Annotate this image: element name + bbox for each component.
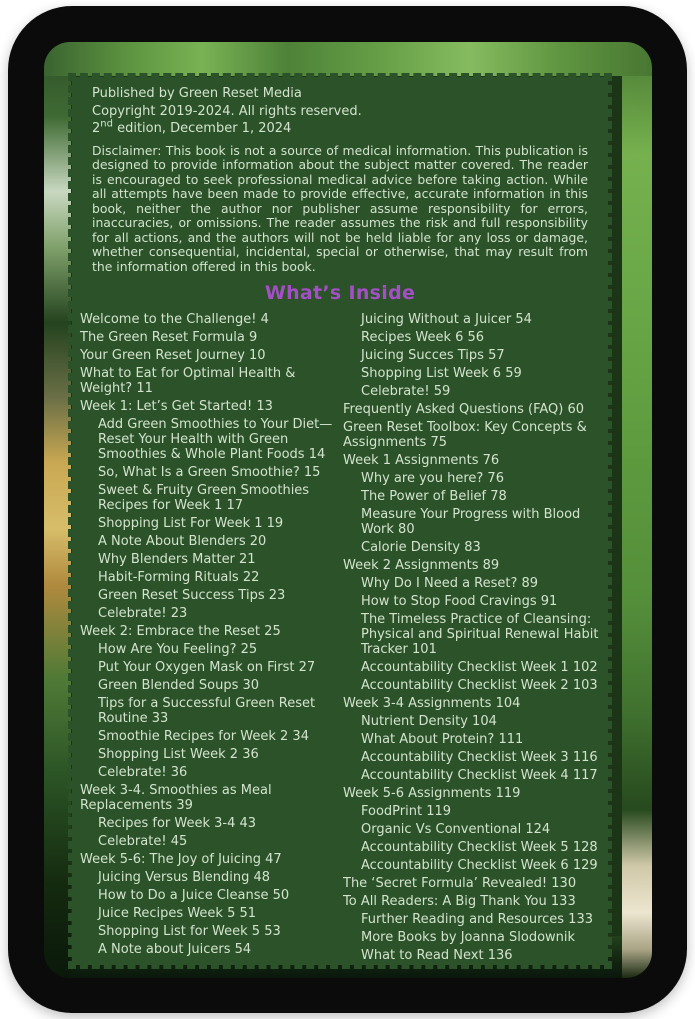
toc-entry[interactable] bbox=[361, 540, 600, 555]
toc-entry-title: The Green Reset Formula bbox=[80, 330, 245, 345]
toc-entry[interactable] bbox=[98, 606, 337, 621]
toc-entry-page-number: 56 bbox=[463, 330, 485, 345]
table-of-contents bbox=[80, 312, 600, 966]
publisher-info bbox=[92, 85, 588, 138]
toc-entry-title: Why Blenders Matter bbox=[98, 552, 235, 567]
toc-entry-title: Put Your Oxygen Mask on First bbox=[98, 660, 295, 675]
toc-entry-page-number: 17 bbox=[222, 498, 244, 513]
toc-entry-title: Frequently Asked Questions (FAQ) bbox=[343, 402, 564, 417]
screen-leaf-background bbox=[44, 42, 652, 978]
toc-entry[interactable] bbox=[98, 888, 337, 903]
toc-entry-page-number: 14 bbox=[304, 447, 326, 462]
toc-entry-page-number: 11 bbox=[132, 381, 153, 396]
toc-entry-title: Accountability Checklist Week 1 bbox=[361, 660, 569, 675]
toc-entry[interactable] bbox=[98, 588, 337, 603]
toc-entry-title: So, What Is a Green Smoothie? bbox=[98, 465, 300, 480]
toc-entry[interactable] bbox=[98, 483, 337, 513]
publisher-line: Published by Green Reset Media bbox=[92, 86, 302, 101]
toc-entry-page-number: 128 bbox=[568, 840, 598, 855]
toc-entry-title: A Note About Blenders bbox=[98, 534, 246, 549]
toc-entry-title: Accountability Checklist Week 5 bbox=[361, 840, 569, 855]
toc-entry-page-number: 27 bbox=[294, 660, 316, 675]
toc-entry-title: What About Protein? bbox=[361, 732, 495, 747]
toc-entry-title: What to Eat for Optimal Health & Weight? bbox=[80, 366, 296, 396]
toc-entry-title: Recipes Week 6 bbox=[361, 330, 464, 345]
toc-entry-title: Week 3-4. Smoothies as Meal Replacements bbox=[80, 783, 272, 813]
toc-entry-title: Measure Your Progress with Blood Work bbox=[361, 507, 581, 537]
toc-entry-title: Week 2 Assignments bbox=[343, 558, 479, 573]
toc-entry-title: Accountability Checklist Week 2 bbox=[361, 678, 569, 693]
toc-entry[interactable] bbox=[98, 924, 337, 939]
toc-column-right bbox=[343, 312, 600, 966]
toc-entry[interactable] bbox=[343, 558, 600, 573]
toc-entry-title: Green Reset Success Tips bbox=[98, 588, 265, 603]
toc-entry-title: Add Green Smoothies to Your Diet—Reset Your Health with Green Smoothies & Whole Plant Foods bbox=[98, 417, 333, 462]
toc-entry[interactable] bbox=[98, 678, 337, 693]
toc-entry-page-number: 104 bbox=[467, 714, 497, 729]
copyright-line: Copyright 2019-2024. All rights reserved. bbox=[92, 103, 362, 119]
toc-entry[interactable] bbox=[98, 729, 337, 744]
toc-entry-title: Smoothie Recipes for Week 2 bbox=[98, 729, 289, 744]
toc-entry-title: Accountability Checklist Week 4 bbox=[361, 768, 569, 783]
toc-entry-page-number: 48 bbox=[249, 870, 271, 885]
toc-entry-title: Week 5-6 Assignments bbox=[343, 786, 492, 801]
toc-entry[interactable] bbox=[361, 612, 600, 657]
toc-entry-page-number: 102 bbox=[568, 660, 598, 675]
toc-entry[interactable] bbox=[361, 594, 600, 609]
edition-line bbox=[92, 120, 588, 138]
toc-entry-title: Why are you here? bbox=[361, 471, 484, 486]
toc-entry-title: Celebrate! bbox=[98, 834, 167, 849]
toc-entry[interactable] bbox=[361, 732, 600, 747]
toc-entry-page-number: 23 bbox=[264, 588, 286, 603]
toc-entry[interactable] bbox=[80, 399, 337, 414]
toc-entry-title: A Note about Juicers bbox=[98, 942, 231, 957]
toc-entry[interactable] bbox=[361, 930, 600, 945]
toc-entry-page-number: 36 bbox=[238, 747, 259, 762]
toc-entry-page-number: 39 bbox=[172, 798, 193, 813]
toc-entry-title: Week 1: Let’s Get Started! bbox=[80, 399, 253, 414]
toc-entry-title: Juice Recipes Week 5 bbox=[98, 906, 236, 921]
toc-entry-page-number: 54 bbox=[230, 942, 252, 957]
toc-entry-title: Accountability Checklist Week 6 bbox=[361, 858, 569, 873]
toc-entry[interactable] bbox=[361, 330, 600, 345]
toc-entry-page-number: 75 bbox=[426, 435, 448, 450]
toc-entry-title: Sweet & Fruity Green Smoothies Recipes for Week 1 bbox=[98, 483, 310, 513]
toc-entry-title: Shopping List Week 2 bbox=[98, 747, 239, 762]
toc-entry-title: Celebrate! bbox=[98, 606, 167, 621]
toc-entry[interactable] bbox=[98, 816, 337, 831]
toc-entry[interactable] bbox=[361, 948, 600, 963]
toc-entry[interactable] bbox=[98, 552, 337, 567]
toc-entry-title: Your Green Reset Journey bbox=[80, 348, 245, 363]
toc-entry-page-number: 104 bbox=[491, 696, 521, 711]
toc-entry[interactable] bbox=[80, 852, 337, 867]
toc-entry-page-number: 53 bbox=[260, 924, 281, 939]
toc-entry-page-number: 89 bbox=[517, 576, 539, 591]
toc-entry[interactable] bbox=[98, 642, 337, 657]
toc-entry[interactable] bbox=[98, 870, 337, 885]
toc-entry[interactable] bbox=[361, 822, 600, 837]
edition-ordinal: nd bbox=[100, 118, 113, 130]
tablet-frame bbox=[8, 6, 687, 1013]
toc-entry[interactable] bbox=[98, 834, 337, 849]
toc-entry-page-number: 76 bbox=[478, 453, 500, 468]
toc-entry[interactable] bbox=[98, 747, 337, 762]
toc-entry[interactable] bbox=[361, 714, 600, 729]
toc-entry-page-number: 78 bbox=[486, 489, 507, 504]
toc-entry-title: Week 3-4 Assignments bbox=[343, 696, 492, 711]
toc-entry-page-number: 22 bbox=[238, 570, 260, 585]
toc-entry-page-number: 133 bbox=[564, 912, 593, 927]
toc-entry[interactable] bbox=[361, 840, 600, 855]
toc-entry-title: How to Stop Food Cravings bbox=[361, 594, 537, 609]
toc-entry[interactable] bbox=[343, 894, 600, 909]
toc-entry-page-number: 21 bbox=[234, 552, 256, 567]
toc-entry-title: Green Reset Toolbox: Key Concepts & Assignments bbox=[343, 420, 587, 450]
toc-entry-page-number: 57 bbox=[483, 348, 505, 363]
toc-entry[interactable] bbox=[98, 570, 337, 585]
toc-entry[interactable] bbox=[80, 330, 337, 345]
toc-entry-title: Recipes for Week 3-4 bbox=[98, 816, 236, 831]
toc-entry[interactable] bbox=[80, 312, 337, 327]
toc-entry[interactable] bbox=[361, 678, 600, 693]
toc-entry-page-number: 130 bbox=[547, 876, 577, 891]
toc-entry-page-number: 45 bbox=[166, 834, 188, 849]
toc-entry-page-number: 91 bbox=[536, 594, 558, 609]
toc-entry-page-number: 59 bbox=[501, 366, 522, 381]
toc-entry-page-number: 36 bbox=[166, 765, 188, 780]
toc-entry-title: Organic Vs Conventional bbox=[361, 822, 522, 837]
toc-entry-title: Accountability Checklist Week 3 bbox=[361, 750, 569, 765]
toc-entry-title: Tips for a Successful Green Reset Routine bbox=[98, 696, 316, 726]
toc-entry-title: Habit-Forming Rituals bbox=[98, 570, 239, 585]
toc-entry-page-number: 119 bbox=[422, 804, 452, 819]
toc-entry-title: Nutrient Density bbox=[361, 714, 468, 729]
toc-entry-page-number: 33 bbox=[147, 711, 169, 726]
toc-entry[interactable] bbox=[361, 858, 600, 873]
toc-entry-title: Celebrate! bbox=[98, 765, 167, 780]
toc-entry[interactable] bbox=[361, 384, 600, 399]
toc-entry-title: What to Read Next bbox=[361, 948, 484, 963]
toc-entry-title: Shopping List For Week 1 bbox=[98, 516, 263, 531]
toc-entry-title: Celebrate! bbox=[361, 384, 430, 399]
toc-entry[interactable] bbox=[361, 576, 600, 591]
toc-entry-page-number: 51 bbox=[235, 906, 257, 921]
toc-column-left bbox=[80, 312, 337, 966]
toc-entry-page-number: 59 bbox=[429, 384, 451, 399]
toc-entry[interactable] bbox=[361, 750, 600, 765]
toc-entry-page-number: 103 bbox=[568, 678, 598, 693]
toc-entry-title: Shopping List Week 6 bbox=[361, 366, 502, 381]
toc-entry-page-number: 119 bbox=[491, 786, 521, 801]
book-page-panel bbox=[68, 73, 612, 969]
toc-entry-page-number: 30 bbox=[238, 678, 260, 693]
toc-entry[interactable] bbox=[361, 768, 600, 783]
toc-entry-title: Week 1 Assignments bbox=[343, 453, 479, 468]
toc-entry-title: Welcome to the Challenge! bbox=[80, 312, 257, 327]
toc-entry-title: The Timeless Practice of Cleansing: Physical and Spiritual Renewal Habit Tracker bbox=[361, 612, 599, 657]
toc-entry-title: The ‘Secret Formula’ Revealed! bbox=[343, 876, 548, 891]
toc-entry[interactable] bbox=[343, 696, 600, 711]
toc-entry[interactable] bbox=[80, 348, 337, 363]
toc-entry-page-number: 34 bbox=[288, 729, 309, 744]
toc-entry-title: Further Reading and Resources bbox=[361, 912, 565, 927]
toc-entry-title: Week 5-6: The Joy of Juicing bbox=[80, 852, 262, 867]
toc-entry-page-number: 15 bbox=[299, 465, 321, 480]
toc-entry[interactable] bbox=[343, 876, 600, 891]
toc-entry[interactable] bbox=[80, 624, 337, 639]
disclaimer-text: Disclaimer: This book is not a source of medical information. This publication is designed to provide information about the subject matter covered. The reader is encouraged to seek professional medical advice before taking action. While all attempts have been made to provide effective, accurate information in this book, neither the author nor publisher assume responsibility for errors, inaccuracies, or omissions. The reader assumes the risk and full responsibility for all actions, and the authors will not be held liable for any loss or damage, whether consequential, incidental, special or otherwise, that may result from the information offered in this book. bbox=[92, 142, 588, 274]
toc-entry[interactable] bbox=[361, 312, 600, 327]
toc-entry-page-number: 129 bbox=[568, 858, 598, 873]
toc-entry-page-number: 76 bbox=[483, 471, 504, 486]
toc-entry[interactable] bbox=[343, 402, 600, 417]
toc-entry-page-number: 19 bbox=[262, 516, 284, 531]
toc-entry[interactable] bbox=[343, 420, 600, 450]
toc-entry[interactable] bbox=[98, 660, 337, 675]
edition-number: 2 bbox=[92, 121, 101, 136]
toc-entry[interactable] bbox=[361, 366, 600, 381]
toc-entry-page-number: 13 bbox=[252, 399, 273, 414]
toc-entry-page-number: 117 bbox=[568, 768, 598, 783]
toc-entry-title: Juicing Versus Blending bbox=[98, 870, 250, 885]
toc-entry-page-number: 10 bbox=[244, 348, 266, 363]
toc-entry-page-number: 25 bbox=[236, 642, 258, 657]
toc-entry-page-number: 23 bbox=[166, 606, 188, 621]
toc-entry[interactable] bbox=[343, 786, 600, 801]
toc-entry-page-number: 116 bbox=[568, 750, 598, 765]
toc-entry[interactable] bbox=[343, 453, 600, 468]
toc-entry-page-number: 9 bbox=[244, 330, 258, 345]
toc-entry-page-number: 133 bbox=[546, 894, 576, 909]
toc-entry[interactable] bbox=[98, 696, 337, 726]
toc-entry-page-number: 20 bbox=[245, 534, 267, 549]
toc-entry[interactable] bbox=[98, 534, 337, 549]
toc-entry[interactable] bbox=[361, 912, 600, 927]
toc-entry-page-number: 4 bbox=[256, 312, 269, 327]
toc-entry-title: FoodPrint bbox=[361, 804, 423, 819]
toc-entry-title: Green Blended Soups bbox=[98, 678, 239, 693]
toc-entry-title: How Are You Feeling? bbox=[98, 642, 237, 657]
toc-entry[interactable] bbox=[361, 507, 600, 537]
toc-entry[interactable] bbox=[98, 465, 337, 480]
toc-entry[interactable] bbox=[361, 660, 600, 675]
toc-entry-title: Shopping List for Week 5 bbox=[98, 924, 261, 939]
toc-entry[interactable] bbox=[80, 783, 337, 813]
toc-entry-title: Calorie Density bbox=[361, 540, 461, 555]
toc-entry-title: Week 2: Embrace the Reset bbox=[80, 624, 261, 639]
toc-entry-page-number: 54 bbox=[511, 312, 532, 327]
toc-entry-title: Why Do I Need a Reset? bbox=[361, 576, 518, 591]
toc-entry-title: Juicing Succes Tips bbox=[361, 348, 484, 363]
toc-entry[interactable] bbox=[98, 765, 337, 780]
page-title: What’s Inside bbox=[264, 282, 416, 304]
toc-entry[interactable] bbox=[98, 516, 337, 531]
toc-entry-title: More Books by Joanna Slodownik bbox=[361, 930, 576, 945]
toc-entry[interactable] bbox=[361, 489, 600, 504]
toc-entry-page-number: 43 bbox=[235, 816, 257, 831]
toc-entry-page-number: 25 bbox=[260, 624, 281, 639]
toc-entry-page-number: 83 bbox=[460, 540, 481, 555]
toc-entry-page-number: 80 bbox=[393, 522, 415, 537]
toc-entry-page-number: 89 bbox=[478, 558, 500, 573]
toc-entry[interactable] bbox=[361, 348, 600, 363]
toc-entry-page-number: 111 bbox=[494, 732, 524, 747]
edition-date: edition, December 1, 2024 bbox=[112, 121, 292, 136]
toc-entry-title: How to Do a Juice Cleanse bbox=[98, 888, 269, 903]
toc-entry-title: The Power of Belief bbox=[361, 489, 487, 504]
toc-entry[interactable] bbox=[98, 906, 337, 921]
toc-entry-page-number: 50 bbox=[268, 888, 290, 903]
toc-entry-page-number: 101 bbox=[407, 642, 437, 657]
toc-entry[interactable] bbox=[98, 417, 337, 462]
toc-entry-page-number: 136 bbox=[483, 948, 513, 963]
toc-entry-title: Juicing Without a Juicer bbox=[361, 312, 512, 327]
toc-entry-page-number: 47 bbox=[261, 852, 282, 867]
toc-entry[interactable] bbox=[361, 804, 600, 819]
toc-entry[interactable] bbox=[98, 942, 337, 957]
toc-entry-page-number: 124 bbox=[521, 822, 551, 837]
toc-entry[interactable] bbox=[361, 471, 600, 486]
toc-entry-page-number: 60 bbox=[563, 402, 585, 417]
toc-entry-title: To All Readers: A Big Thank You bbox=[343, 894, 547, 909]
toc-entry[interactable] bbox=[80, 366, 337, 396]
